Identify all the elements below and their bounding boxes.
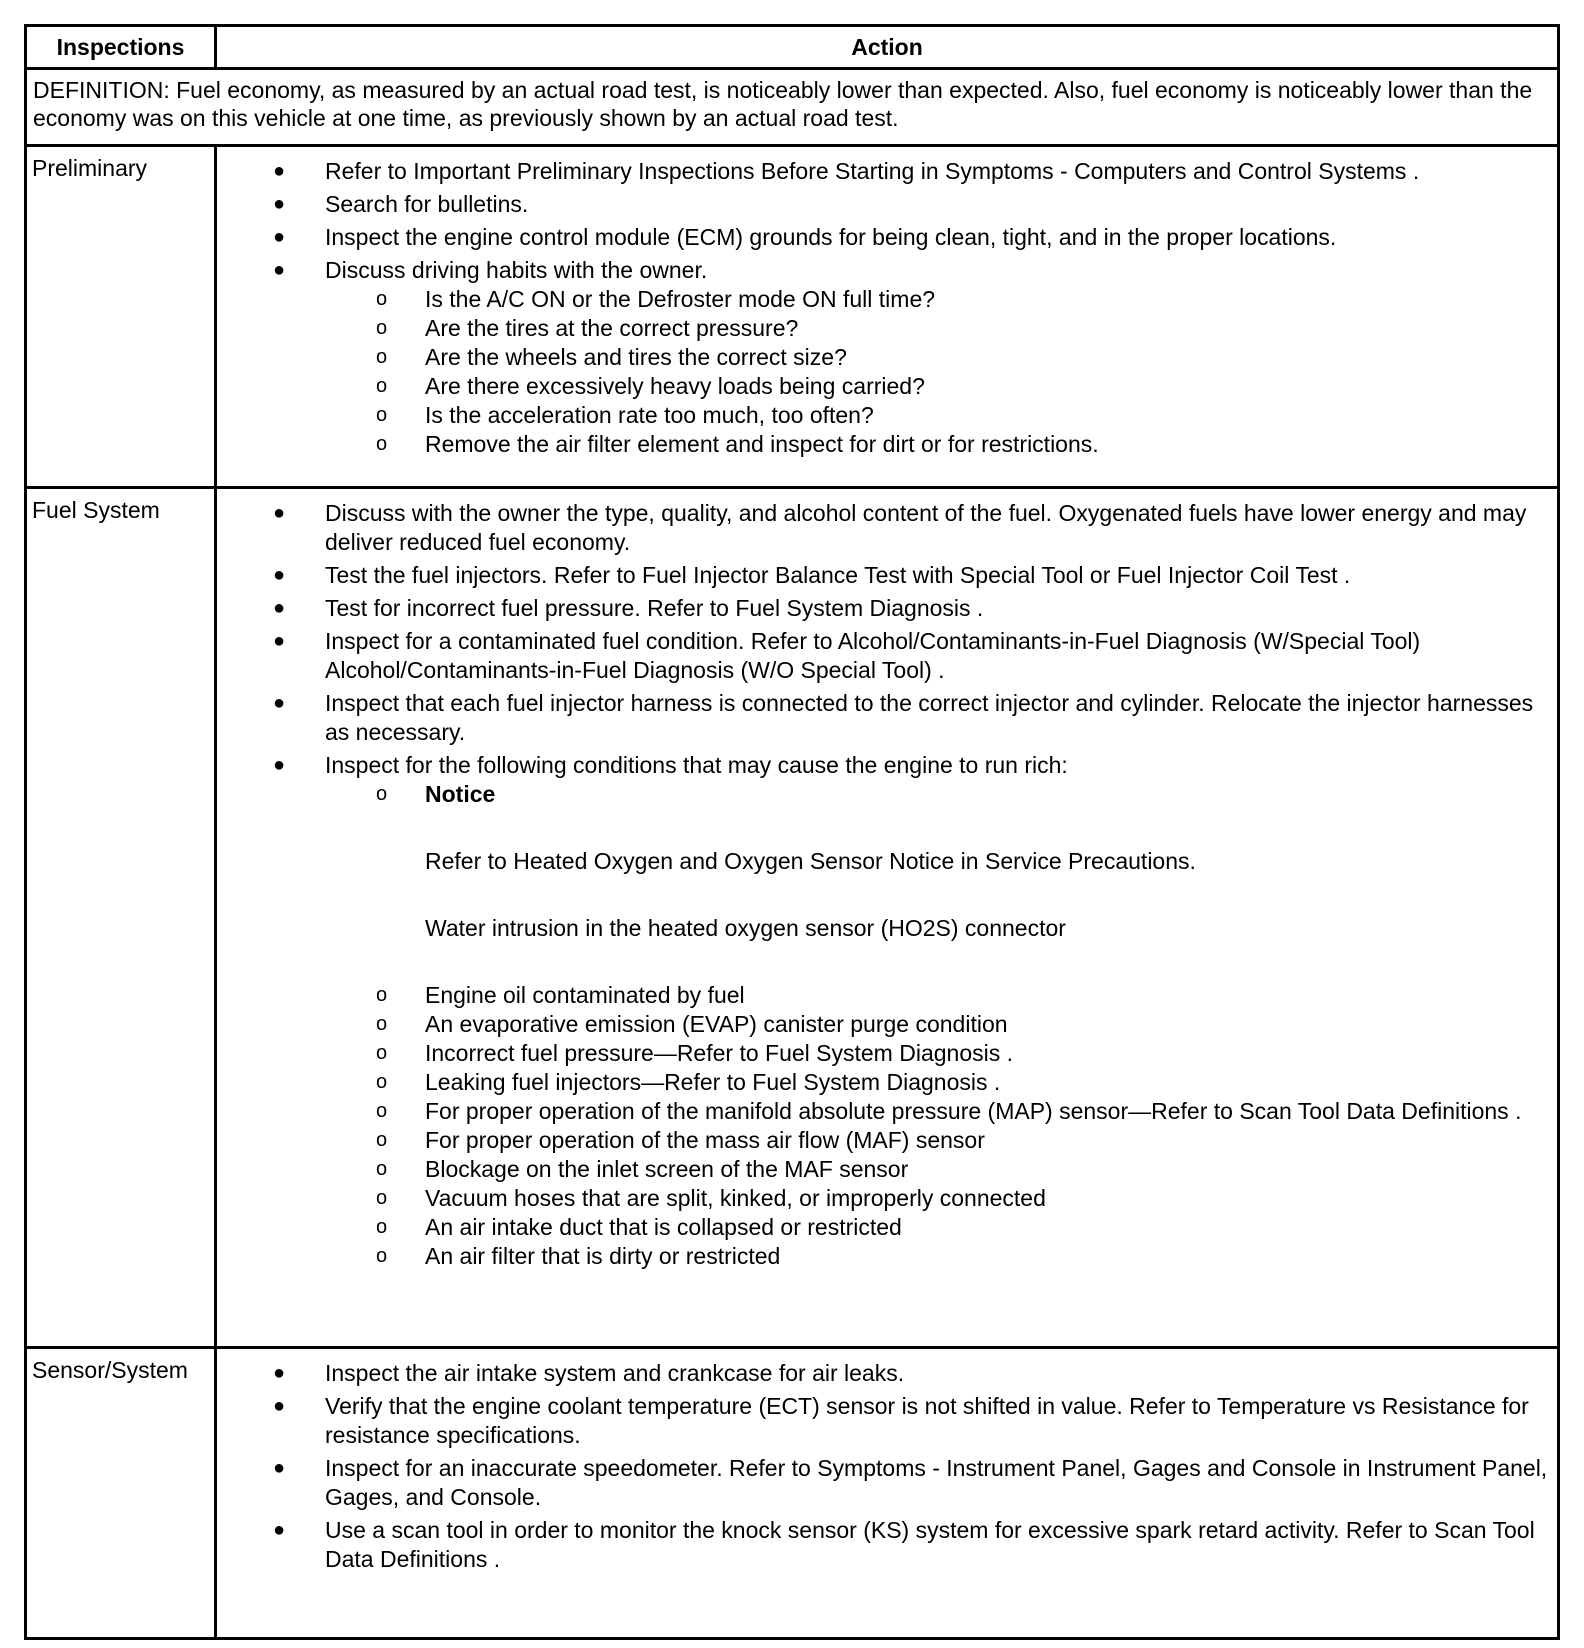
circle-bullet-icon: o [376,404,388,426]
item-text: Inspect for a contaminated fuel condition. Refer to Alcohol/Contaminants-in-Fuel Diagnosis (W/Special Tool) Alcohol/Contaminants-in-Fuel Diagnosis (W/O Special Tool) . [325,628,1421,683]
preliminary-sublist [376,285,1549,459]
list-item [273,1516,1549,1574]
circle-bullet-icon: o [376,1100,388,1122]
bullet-icon: ● [273,259,286,281]
inspections-header: Inspections [26,26,216,69]
bullet-icon: ● [273,597,286,619]
bullet-icon: ● [273,502,286,524]
circle-bullet-icon: o [376,1071,388,1093]
circle-bullet-icon: o [376,1129,388,1151]
fuel-system-list [217,499,1549,1271]
circle-bullet-icon: o [376,783,388,805]
list-item [273,751,1549,1271]
row-sensor-system [26,1348,1559,1639]
bullet-icon: ● [273,630,286,652]
bullet-icon: ● [273,692,286,714]
notice-text: Refer to Heated Oxygen and Oxygen Sensor Notice in Service Precautions. [425,848,1196,874]
action-fuel-system [216,488,1559,1348]
inspection-label-sensor-system: Sensor/System [26,1348,216,1639]
inspection-table [24,24,1560,1640]
circle-bullet-icon: o [376,1187,388,1209]
sublist-item [376,314,1549,343]
item-text: Refer to Important Preliminary Inspections Before Starting in Symptoms - Computers and Control Systems . [325,158,1420,184]
bullet-icon: ● [273,1519,286,1541]
circle-bullet-icon: o [376,1245,388,1267]
circle-bullet-icon: o [376,1158,388,1180]
circle-bullet-icon: o [376,346,388,368]
circle-bullet-icon: o [376,984,388,1006]
sublist-item [376,1068,1549,1097]
circle-bullet-icon: o [376,375,388,397]
item-text: Search for bulletins. [325,191,529,217]
action-sensor-system [216,1348,1559,1639]
circle-bullet-icon: o [376,317,388,339]
notice-text-2: Water intrusion in the heated oxygen sensor (HO2S) connector [425,915,1066,941]
sublist-item [376,1184,1549,1213]
sublist-item [376,372,1549,401]
item-text: Verify that the engine coolant temperature (ECT) sensor is not shifted in value. Refer to Temperature vs Resistance for resistance specifications. [325,1393,1529,1448]
list-item [273,1359,1549,1388]
bullet-icon: ● [273,1457,286,1479]
item-text: An evaporative emission (EVAP) canister purge condition [425,1011,1008,1037]
bullet-icon: ● [273,226,286,248]
list-item [273,190,1549,219]
item-text: Is the A/C ON or the Defroster mode ON full time? [425,286,936,312]
notice-item [376,780,1549,943]
row-preliminary [26,146,1559,488]
sublist-item [376,981,1549,1010]
circle-bullet-icon: o [376,288,388,310]
list-item [273,499,1549,557]
list-item [273,1392,1549,1450]
action-preliminary [216,146,1559,488]
item-text: Vacuum hoses that are split, kinked, or improperly connected [425,1185,1046,1211]
inspection-label-fuel-system: Fuel System [26,488,216,1348]
fuel-system-sublist [376,780,1549,1271]
item-text: Are the wheels and tires the correct size? [425,344,847,370]
item-text: Test for incorrect fuel pressure. Refer to Fuel System Diagnosis . [325,595,984,621]
action-header: Action [216,26,1559,69]
sublist-item [376,1242,1549,1271]
definition-row [26,69,1559,146]
header-row [26,26,1559,69]
list-item [273,157,1549,186]
sublist-item [376,285,1549,314]
item-text: Remove the air filter element and inspect for dirt or for restrictions. [425,431,1099,457]
item-text: Inspect the air intake system and crankcase for air leaks. [325,1360,905,1386]
sublist-item [376,343,1549,372]
list-item [273,594,1549,623]
item-text: Engine oil contaminated by fuel [425,982,745,1008]
item-text: For proper operation of the manifold absolute pressure (MAP) sensor—Refer to Scan Tool Data Definitions . [425,1098,1522,1124]
sublist-item [376,1155,1549,1184]
list-item [273,561,1549,590]
item-text: Inspect for the following conditions that may cause the engine to run rich: [325,752,1068,778]
item-text: Inspect that each fuel injector harness is connected to the correct injector and cylinder. Relocate the injector harnesses as necessary. [325,690,1534,745]
circle-bullet-icon: o [376,1013,388,1035]
preliminary-list [217,157,1549,459]
item-text: Discuss with the owner the type, quality, and alcohol content of the fuel. Oxygenated fuels have lower energy and may deliver reduced fuel economy. [325,500,1527,555]
sublist-item [376,1126,1549,1155]
item-text: Blockage on the inlet screen of the MAF sensor [425,1156,909,1182]
item-text: Inspect for an inaccurate speedometer. Refer to Symptoms - Instrument Panel, Gages and Console in Instrument Panel, Gages, and Console. [325,1455,1548,1510]
bullet-icon: ● [273,193,286,215]
item-text: Test the fuel injectors. Refer to Fuel Injector Balance Test with Special Tool or Fuel Injector Coil Test . [325,562,1351,588]
bullet-icon: ● [273,1362,286,1384]
bullet-icon: ● [273,754,286,776]
item-text: Incorrect fuel pressure—Refer to Fuel System Diagnosis . [425,1040,1014,1066]
bullet-icon: ● [273,160,286,182]
item-text: Are the tires at the correct pressure? [425,315,799,341]
item-text: Are there excessively heavy loads being carried? [425,373,925,399]
item-text: An air intake duct that is collapsed or restricted [425,1214,902,1240]
list-item [273,1454,1549,1512]
list-item [273,689,1549,747]
item-text: Inspect the engine control module (ECM) grounds for being clean, tight, and in the proper locations. [325,224,1337,250]
definition-text: DEFINITION: Fuel economy, as measured by an actual road test, is noticeably lower than expected. Also, fuel economy is noticeably lower than the economy was on this vehicle at one time, as previously shown by an actual road test. [26,69,1559,146]
circle-bullet-icon: o [376,1216,388,1238]
sublist-item [376,1213,1549,1242]
sublist-item [376,1010,1549,1039]
item-text: Discuss driving habits with the owner. [325,257,708,283]
item-text: Is the acceleration rate too much, too often? [425,402,874,428]
circle-bullet-icon: o [376,1042,388,1064]
list-item [273,256,1549,459]
bullet-icon: ● [273,564,286,586]
sublist-item [376,430,1549,459]
inspection-label-preliminary: Preliminary [26,146,216,488]
list-item [273,223,1549,252]
notice-title: Notice [425,781,496,807]
item-text: Use a scan tool in order to monitor the knock sensor (KS) system for excessive spark retard activity. Refer to Scan Tool Data Definitions . [325,1517,1535,1572]
sensor-system-list [217,1359,1549,1574]
item-text: Leaking fuel injectors—Refer to Fuel System Diagnosis . [425,1069,1001,1095]
circle-bullet-icon: o [376,433,388,455]
sublist-item [376,1039,1549,1068]
item-text: For proper operation of the mass air flow (MAF) sensor [425,1127,985,1153]
row-fuel-system [26,488,1559,1348]
item-text: An air filter that is dirty or restricted [425,1243,781,1269]
sublist-item [376,401,1549,430]
sublist-item [376,1097,1549,1126]
list-item [273,627,1549,685]
bullet-icon: ● [273,1395,286,1417]
